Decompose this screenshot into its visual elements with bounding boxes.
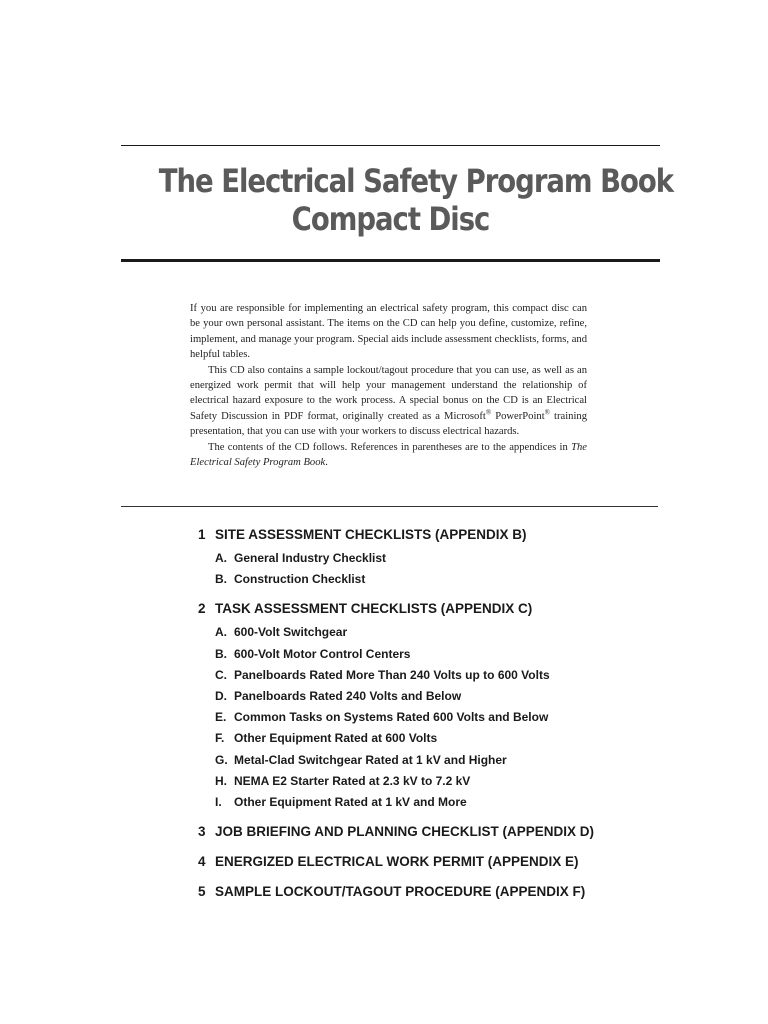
item-letter: H. <box>215 773 227 788</box>
list-item <box>215 548 718 569</box>
item-letter: G. <box>215 752 228 767</box>
section-heading-text: TASK ASSESSMENT CHECKLISTS (APPENDIX C) <box>215 601 533 617</box>
title-bottom-rule <box>121 259 660 262</box>
intro-p3-end: . <box>325 457 328 469</box>
list-item <box>215 792 718 813</box>
contents-section <box>198 883 718 901</box>
list-item <box>215 686 718 707</box>
list-item <box>215 644 718 665</box>
intro-p2-part-a: This CD also contains a sample lockout/tagout procedure that you can use, as well as an energized work permit that will help your management understand the relationship of electrical hazard exposure to the work process. A special bonus on the CD is an Electrical Safety Discussion in PDF format, originally created as a Microsoft <box>190 364 587 422</box>
section-number: 3 <box>198 824 206 840</box>
intro-p3-part-a: The contents of the CD follows. References in parentheses are to the appendices in <box>208 441 572 453</box>
section-heading <box>198 526 718 544</box>
item-letter: C. <box>215 667 227 682</box>
section-heading-text: JOB BRIEFING AND PLANNING CHECKLIST (APPENDIX D) <box>215 824 595 840</box>
section-heading-text: SAMPLE LOCKOUT/TAGOUT PROCEDURE (APPENDIX F) <box>215 884 586 900</box>
item-label: Metal-Clad Switchgear Rated at 1 kV and Higher <box>234 752 507 767</box>
section-number: 2 <box>198 601 206 617</box>
section-heading <box>198 853 718 871</box>
item-label: NEMA E2 Starter Rated at 2.3 kV to 7.2 kV <box>234 773 471 788</box>
item-label: Panelboards Rated More Than 240 Volts up to 600 Volts <box>234 667 550 682</box>
item-letter: B. <box>215 572 227 587</box>
registered-mark-1: ® <box>485 408 492 417</box>
section-divider <box>121 506 658 507</box>
list-item <box>215 728 718 749</box>
cd-contents-list <box>198 526 718 913</box>
section-number: 4 <box>198 854 206 870</box>
contents-section <box>198 526 718 590</box>
intro-p2-part-c: training presentation, that you can use with your workers to discuss electrical hazards. <box>190 410 588 438</box>
contents-section <box>198 823 718 841</box>
item-letter: I. <box>215 795 222 810</box>
list-item <box>215 750 718 771</box>
intro-paragraph-2 <box>190 363 587 440</box>
item-label: Construction Checklist <box>234 572 366 587</box>
item-letter: B. <box>215 646 227 661</box>
item-letter: A. <box>215 551 227 565</box>
item-label: Panelboards Rated 240 Volts and Below <box>234 689 462 704</box>
list-item <box>215 707 718 728</box>
item-label: Other Equipment Rated at 600 Volts <box>234 731 438 746</box>
item-letter: D. <box>215 689 227 704</box>
item-label: Other Equipment Rated at 1 kV and More <box>234 795 467 810</box>
item-label: General Industry Checklist <box>234 551 387 565</box>
item-letter: F. <box>215 731 225 746</box>
item-label: 600-Volt Motor Control Centers <box>234 646 411 661</box>
section-heading <box>198 883 718 901</box>
item-label: Common Tasks on Systems Rated 600 Volts and Below <box>234 710 549 725</box>
list-item <box>215 665 718 686</box>
registered-mark-2: ® <box>544 408 550 417</box>
item-label: 600-Volt Switchgear <box>234 625 348 640</box>
item-letter: A. <box>215 625 227 640</box>
section-heading-text: ENERGIZED ELECTRICAL WORK PERMIT (APPENDIX E) <box>215 854 579 870</box>
top-rule <box>121 145 660 146</box>
intro-p2-part-b: PowerPoint <box>491 410 545 422</box>
item-letter: E. <box>215 710 227 725</box>
page-title <box>158 162 674 238</box>
subsection-list <box>215 622 718 813</box>
list-item <box>215 771 718 792</box>
section-number: 1 <box>198 527 206 542</box>
section-number: 5 <box>198 884 206 900</box>
contents-section <box>198 853 718 871</box>
list-item <box>215 569 718 590</box>
section-heading <box>198 600 718 618</box>
list-item <box>215 622 718 643</box>
intro-paragraph-3 <box>190 440 587 471</box>
intro-text <box>190 301 587 470</box>
book-title-reference: The Electrical Safety Program Book <box>190 441 587 469</box>
subsection-list <box>215 548 718 590</box>
title-line-2: Compact Disc <box>291 200 490 238</box>
section-heading-text: SITE ASSESSMENT CHECKLISTS (APPENDIX B) <box>215 527 527 542</box>
title-line-1: The Electrical Safety Program Book <box>158 162 674 200</box>
contents-section <box>198 600 718 813</box>
intro-paragraph-1: If you are responsible for implementing an electrical safety program, this compact disc can be your own personal assistant. The items on the CD can help you define, customize, refine, implement, and manage your program. Special aids include assessment checklists, forms, and helpful tables. <box>190 303 587 361</box>
section-heading <box>198 823 718 841</box>
